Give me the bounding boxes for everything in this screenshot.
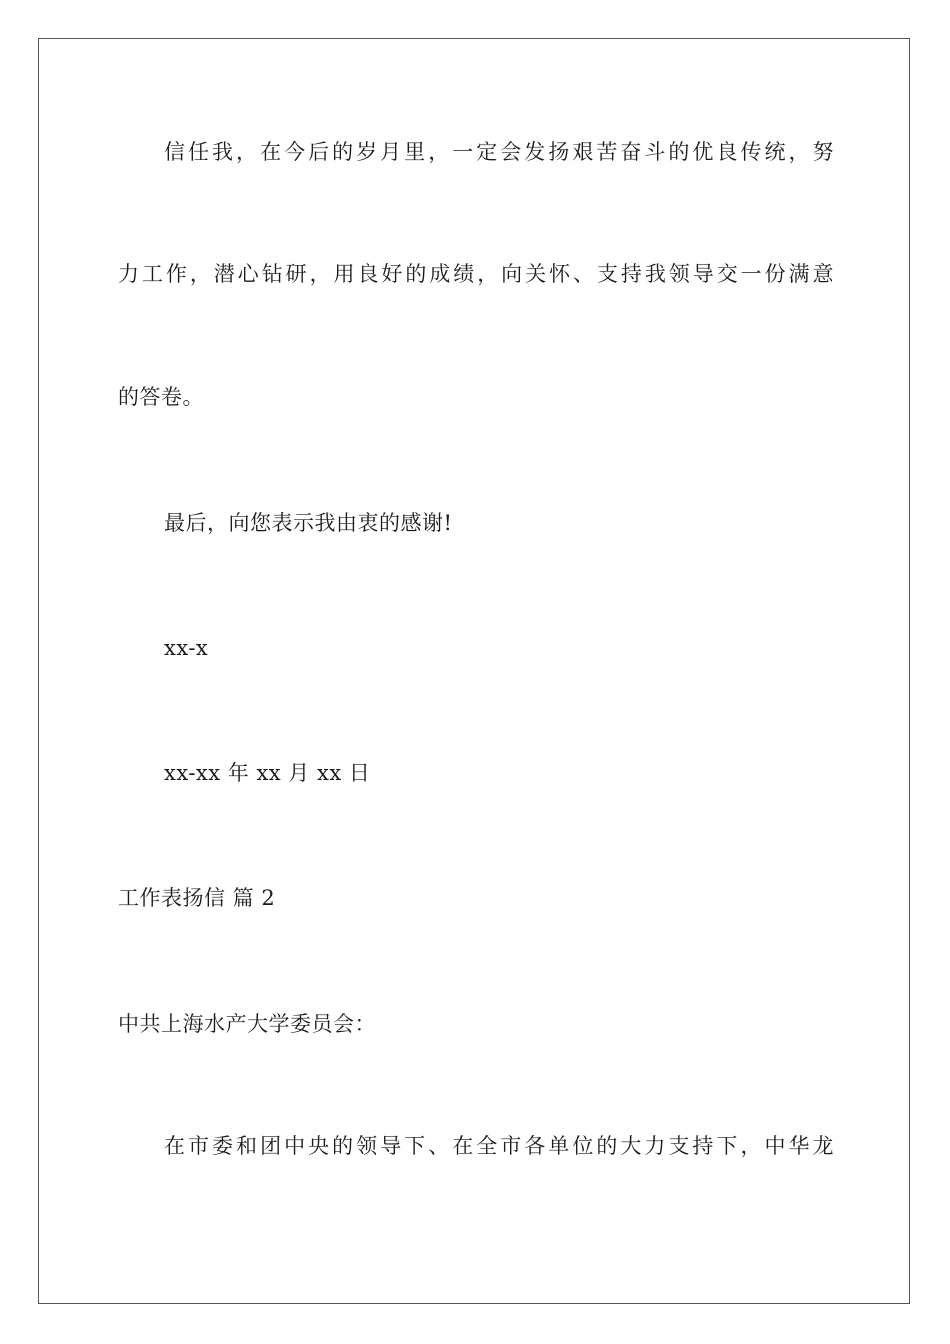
paragraph-line: 在市委和团中央的领导下、在全市各单位的大力支持下，中华龙 (164, 1134, 834, 1158)
closing-thanks: 最后，向您表示我由衷的感谢! (164, 511, 453, 535)
paragraph-line: 力工作，潜心钻研，用良好的成绩，向关怀、支持我领导交一份满意 (118, 262, 834, 286)
section-heading: 工作表扬信 篇 2 (118, 886, 276, 910)
page-frame (38, 38, 910, 1304)
signature: xx-x (164, 636, 209, 660)
paragraph-line: 的答卷。 (118, 385, 204, 409)
paragraph-line: 信任我，在今后的岁月里，一定会发扬艰苦奋斗的优良传统，努 (164, 140, 834, 164)
date: xx-xx 年 xx 月 xx 日 (164, 761, 371, 785)
salutation: 中共上海水产大学委员会： (118, 1012, 376, 1036)
